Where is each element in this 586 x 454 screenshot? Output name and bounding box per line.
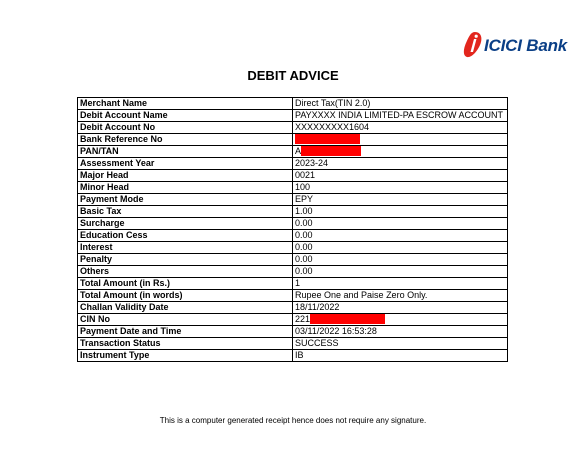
icici-bank-logo <box>462 30 572 62</box>
field-value-text: 18/11/2022 <box>295 302 340 312</box>
field-label: Instrument Type <box>78 350 293 362</box>
field-label: Education Cess <box>78 230 293 242</box>
table-row <box>78 230 508 242</box>
field-value-text: 1.00 <box>295 206 313 216</box>
field-label: Surcharge <box>78 218 293 230</box>
field-label: Payment Mode <box>78 194 293 206</box>
table-row <box>78 218 508 230</box>
field-value-text: 03/11/2022 16:53:28 <box>295 326 377 336</box>
field-value-text: 221 <box>295 314 311 324</box>
field-label: Challan Validity Date <box>78 302 293 314</box>
field-value <box>293 278 508 290</box>
field-value <box>293 146 508 158</box>
field-label: Debit Account Name <box>78 110 293 122</box>
footer-note: This is a computer generated receipt hence does not require any signature. <box>159 416 427 425</box>
field-value <box>293 98 508 110</box>
table-row <box>78 98 508 110</box>
field-label: Bank Reference No <box>78 134 293 146</box>
field-value <box>293 110 508 122</box>
field-label: Payment Date and Time <box>78 326 293 338</box>
field-label: Merchant Name <box>78 98 293 110</box>
table-row <box>78 290 508 302</box>
field-label: Assessment Year <box>78 158 293 170</box>
field-value-text: 1 <box>295 278 301 288</box>
field-value-text: Direct Tax(TIN 2.0) <box>295 98 371 108</box>
field-value <box>293 266 508 278</box>
field-value-text: EPY <box>295 194 314 204</box>
field-label: PAN/TAN <box>78 146 293 158</box>
field-value-text: 100 <box>295 182 311 192</box>
field-value-text: XXXXXXXXX1604 <box>295 122 370 132</box>
table-row <box>78 206 508 218</box>
table-row <box>78 302 508 314</box>
redaction-box <box>310 314 385 324</box>
field-value-text: Rupee One and Paise Zero Only. <box>295 290 428 300</box>
field-label: Interest <box>78 242 293 254</box>
field-value-text: 0.00 <box>295 218 313 228</box>
field-value <box>293 194 508 206</box>
table-row <box>78 158 508 170</box>
debit-advice-table <box>77 97 508 362</box>
table-row <box>78 122 508 134</box>
field-value <box>293 350 508 362</box>
field-value <box>293 122 508 134</box>
field-value <box>293 290 508 302</box>
field-value-text: SUCCESS <box>295 338 339 348</box>
field-value <box>293 218 508 230</box>
field-label: Others <box>78 266 293 278</box>
field-value <box>293 302 508 314</box>
page-title: DEBIT ADVICE <box>247 68 339 83</box>
field-value <box>293 134 508 146</box>
table-row <box>78 194 508 206</box>
field-value-text: IB <box>295 350 304 360</box>
field-value-text: 0.00 <box>295 254 313 264</box>
field-label: CIN No <box>78 314 293 326</box>
field-value <box>293 326 508 338</box>
field-value-text: 2023-24 <box>295 158 329 168</box>
field-value <box>293 182 508 194</box>
table-row <box>78 266 508 278</box>
redaction-box <box>295 134 360 144</box>
field-label: Total Amount (in Rs.) <box>78 278 293 290</box>
table-row <box>78 254 508 266</box>
field-label: Minor Head <box>78 182 293 194</box>
field-value-text: 0.00 <box>295 230 313 240</box>
table-row <box>78 110 508 122</box>
field-value <box>293 314 508 326</box>
field-label: Basic Tax <box>78 206 293 218</box>
field-value-text: 0.00 <box>295 266 313 276</box>
field-value-text: A <box>295 146 302 156</box>
table-row <box>78 242 508 254</box>
field-label: Debit Account No <box>78 122 293 134</box>
table-row <box>78 338 508 350</box>
table-row <box>78 278 508 290</box>
field-value <box>293 206 508 218</box>
field-label: Penalty <box>78 254 293 266</box>
icici-logo-icon <box>462 30 484 60</box>
field-label: Transaction Status <box>78 338 293 350</box>
field-label: Major Head <box>78 170 293 182</box>
table-row <box>78 326 508 338</box>
table-row <box>78 146 508 158</box>
table-row <box>78 314 508 326</box>
field-value <box>293 254 508 266</box>
field-value-text: 0021 <box>295 170 316 180</box>
table-row <box>78 182 508 194</box>
field-value <box>293 230 508 242</box>
field-value <box>293 158 508 170</box>
table-row <box>78 170 508 182</box>
field-value <box>293 170 508 182</box>
table-row <box>78 134 508 146</box>
field-value <box>293 242 508 254</box>
field-label: Total Amount (in words) <box>78 290 293 302</box>
field-value-text: 0.00 <box>295 242 313 252</box>
field-value-text: PAYXXXX INDIA LIMITED-PA ESCROW ACCOUNT <box>295 110 504 120</box>
brand-name: ICICI Bank <box>484 36 568 55</box>
redaction-box <box>301 146 361 156</box>
table-row <box>78 350 508 362</box>
field-value <box>293 338 508 350</box>
